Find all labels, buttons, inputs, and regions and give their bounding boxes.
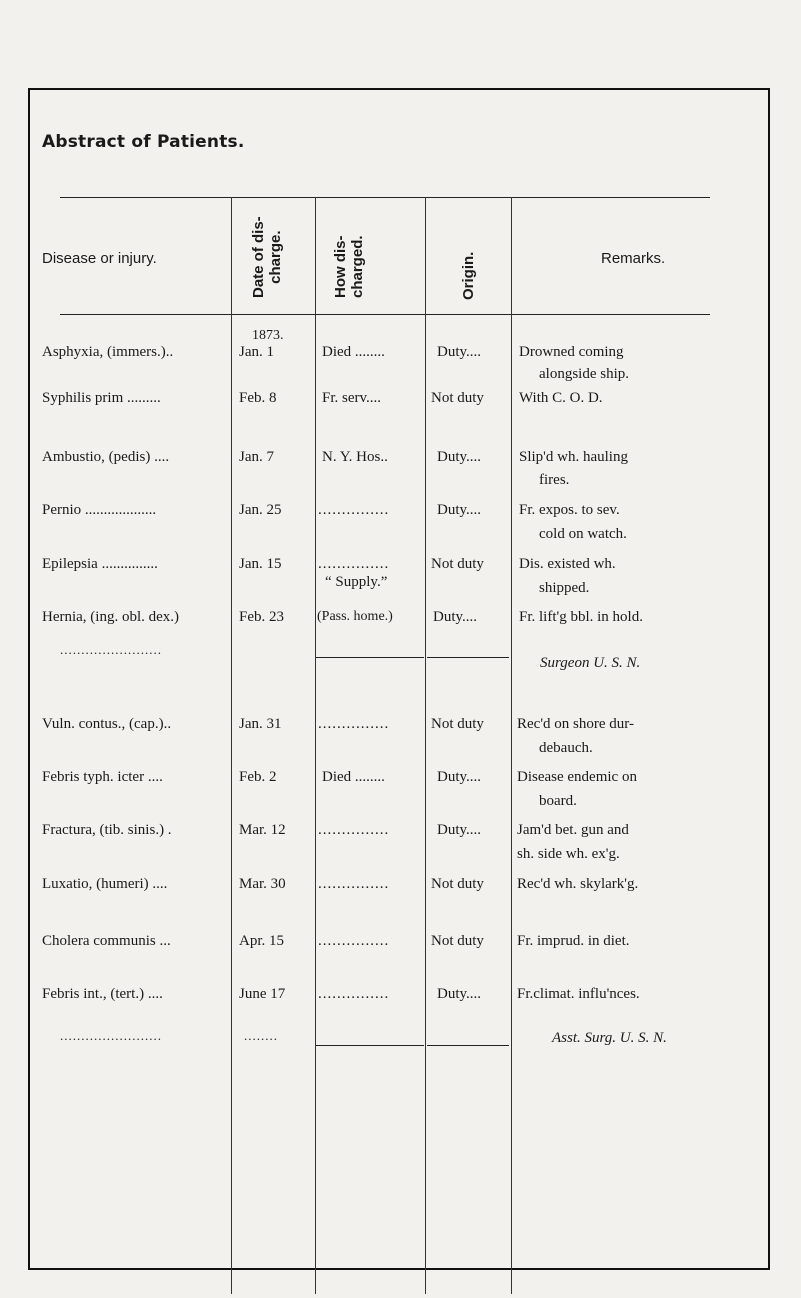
assistant-surgeon-signature: Asst. Surg. U. S. N. bbox=[552, 1030, 667, 1046]
remarks-cell-cont: sh. side wh. ex'g. bbox=[517, 846, 620, 862]
origin-cell: Not duty bbox=[431, 556, 484, 572]
remarks-cell: Drowned coming bbox=[519, 344, 624, 360]
disease-cell: Luxatio, (humeri) .... bbox=[42, 876, 168, 892]
remarks-cell: Fr. imprud. in diet. bbox=[517, 933, 630, 949]
date-cell: Feb. 2 bbox=[239, 769, 277, 785]
remarks-cell-cont: fires. bbox=[539, 472, 570, 488]
header-origin: Origin. bbox=[460, 251, 477, 300]
disease-cell: Vuln. contus., (cap.).. bbox=[42, 716, 172, 732]
origin-cell: Duty.... bbox=[437, 986, 482, 1002]
remarks-cell: Dis. existed wh. bbox=[519, 556, 616, 572]
how-cell: Died ........ bbox=[322, 344, 385, 360]
how-cell-note: “ Supply.” bbox=[325, 574, 388, 590]
remarks-cell: Jam'd bet. gun and bbox=[517, 822, 629, 838]
remarks-cell-cont: board. bbox=[539, 793, 577, 809]
remarks-cell-cont: cold on watch. bbox=[539, 526, 627, 542]
disease-cell: Syphilis prim ......... bbox=[42, 390, 161, 406]
year-label: 1873. bbox=[252, 328, 284, 343]
disease-cell: Fractura, (tib. sinis.) . bbox=[42, 822, 172, 838]
frame-right-border bbox=[768, 88, 770, 1270]
origin-cell: Duty.... bbox=[437, 769, 482, 785]
section-rule bbox=[316, 657, 424, 658]
date-cell: Jan. 15 bbox=[239, 556, 282, 572]
footer-dots-date: ........ bbox=[244, 1028, 278, 1043]
how-cell: N. Y. Hos.. bbox=[322, 449, 388, 465]
date-cell: Jan. 31 bbox=[239, 716, 282, 732]
origin-cell: Not duty bbox=[431, 716, 484, 732]
header-date-of-discharge: Date of dis- charge. bbox=[250, 216, 284, 298]
origin-cell: Not duty bbox=[431, 390, 484, 406]
date-cell: Mar. 12 bbox=[239, 822, 286, 838]
how-cell: ............... bbox=[318, 716, 390, 732]
header-bottom-rule bbox=[60, 314, 710, 315]
remarks-cell-cont: shipped. bbox=[539, 580, 590, 596]
origin-cell: Duty.... bbox=[437, 502, 482, 518]
how-cell: ............... bbox=[318, 986, 390, 1002]
disease-cell: Cholera communis ... bbox=[42, 933, 171, 949]
header-disease: Disease or injury. bbox=[42, 250, 157, 267]
disease-cell: Hernia, (ing. obl. dex.) bbox=[42, 609, 180, 625]
origin-cell: Duty.... bbox=[437, 822, 482, 838]
date-cell: Mar. 30 bbox=[239, 876, 286, 892]
origin-cell: Not duty bbox=[431, 933, 484, 949]
remarks-cell: Disease endemic on bbox=[517, 769, 637, 785]
header-remarks: Remarks. bbox=[601, 250, 666, 267]
date-cell: Feb. 23 bbox=[239, 609, 284, 625]
remarks-cell-cont: debauch. bbox=[539, 740, 593, 756]
remarks-cell: With C. O. D. bbox=[519, 390, 603, 406]
surgeon-signature: Surgeon U. S. N. bbox=[540, 655, 641, 671]
disease-cell: Pernio ................... bbox=[42, 502, 157, 518]
section-rule bbox=[316, 1045, 424, 1046]
remarks-cell: Rec'd wh. skylark'g. bbox=[517, 876, 639, 892]
origin-cell: Not duty bbox=[431, 876, 484, 892]
page-title: Abstract of Patients. bbox=[42, 132, 245, 152]
remarks-cell: Slip'd wh. hauling bbox=[519, 449, 628, 465]
how-cell: ............... bbox=[318, 502, 390, 518]
remarks-cell: Fr.climat. influ'nces. bbox=[517, 986, 640, 1002]
how-cell: ............... bbox=[318, 556, 390, 572]
how-cell: ............... bbox=[318, 822, 390, 838]
disease-cell: Epilepsia ............... bbox=[42, 556, 158, 572]
frame-top-border bbox=[28, 88, 770, 90]
column-divider bbox=[315, 197, 316, 1294]
date-cell: Apr. 15 bbox=[239, 933, 284, 949]
table-top-rule bbox=[60, 197, 710, 198]
how-cell: (Pass. home.) bbox=[317, 609, 393, 624]
footer-dots: ........................ bbox=[60, 1028, 162, 1043]
disease-cell: Ambustio, (pedis) .... bbox=[42, 449, 170, 465]
how-cell: ............... bbox=[318, 933, 390, 949]
date-cell: Jan. 7 bbox=[239, 449, 274, 465]
frame-bottom-border bbox=[28, 1268, 770, 1270]
frame-left-border bbox=[28, 88, 30, 1270]
origin-cell: Duty.... bbox=[437, 344, 482, 360]
how-cell: Died ........ bbox=[322, 769, 385, 785]
disease-cell: Febris typh. icter .... bbox=[42, 769, 163, 785]
disease-cell: Febris int., (tert.) .... bbox=[42, 986, 163, 1002]
date-cell: June 17 bbox=[239, 986, 286, 1002]
section-rule bbox=[427, 657, 509, 658]
section-rule bbox=[427, 1045, 509, 1046]
remarks-cell: Fr. lift'g bbl. in hold. bbox=[519, 609, 643, 625]
column-divider bbox=[231, 197, 232, 1294]
remarks-cell-cont: alongside ship. bbox=[539, 366, 629, 382]
footer-dots: ........................ bbox=[60, 642, 162, 657]
column-divider bbox=[511, 197, 512, 1294]
origin-cell: Duty.... bbox=[433, 609, 478, 625]
remarks-cell: Rec'd on shore dur- bbox=[517, 716, 634, 732]
date-cell: Jan. 25 bbox=[239, 502, 282, 518]
origin-cell: Duty.... bbox=[437, 449, 482, 465]
disease-cell: Asphyxia, (immers.).. bbox=[42, 344, 174, 360]
header-how-discharged: How dis- charged. bbox=[332, 235, 366, 298]
how-cell: ............... bbox=[318, 876, 390, 892]
date-cell: Jan. 1 bbox=[239, 344, 274, 360]
column-divider bbox=[425, 197, 426, 1294]
how-cell: Fr. serv.... bbox=[322, 390, 382, 406]
remarks-cell: Fr. expos. to sev. bbox=[519, 502, 620, 518]
date-cell: Feb. 8 bbox=[239, 390, 277, 406]
